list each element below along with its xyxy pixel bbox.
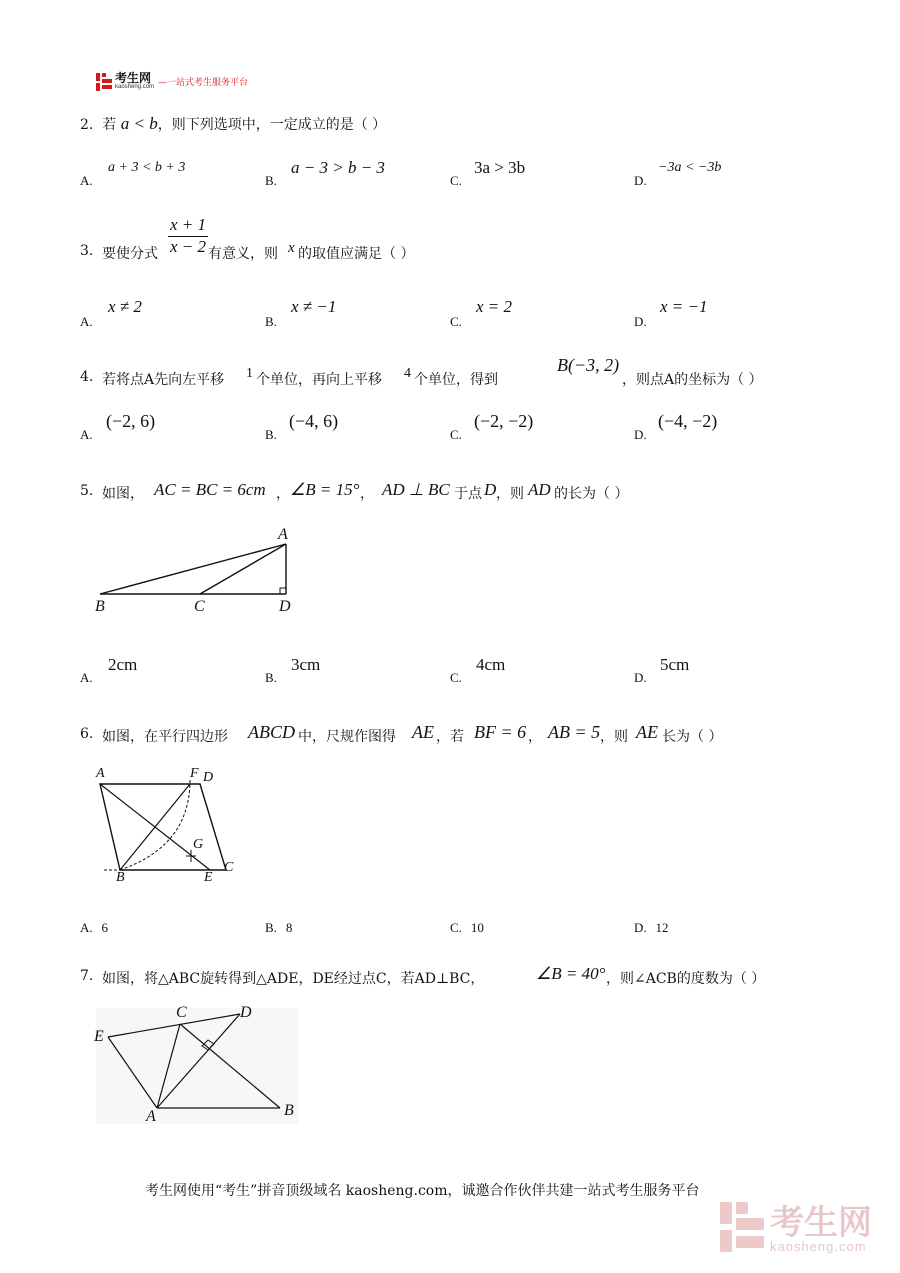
q3-option-c[interactable] — [450, 297, 620, 331]
q5-seg: AD — [528, 480, 551, 499]
q7-text: 如图，将△ABC旋转得到△ADE，DE经过点C，若AD⊥BC， — [102, 971, 485, 987]
q4-text1: 若将点A先向左平移 — [102, 372, 225, 388]
q6-option-a-letter: A. — [80, 920, 93, 935]
q3-var: x — [288, 240, 295, 256]
q3-numerator: x + 1 — [168, 215, 208, 237]
q6-pre: 如图，在平行四边形 — [102, 729, 228, 745]
q6-mid3: ，则 — [600, 729, 628, 745]
q6-option-d[interactable] — [634, 920, 804, 942]
q2-option-a-letter: A. — [80, 173, 93, 188]
q6-label-f: F — [190, 766, 199, 781]
q6-label-c: C — [224, 860, 234, 875]
q6-eq1: BF = 6 — [474, 722, 527, 742]
q4-option-d-expr: (−4, −2) — [658, 411, 718, 431]
q4-option-c[interactable] — [450, 411, 620, 445]
q6-line-bf — [120, 784, 190, 870]
q6-option-b-letter: B. — [265, 920, 277, 935]
q5-line-ba — [100, 544, 286, 594]
q5-option-a[interactable] — [80, 655, 250, 689]
q4-option-a-expr: (−2, 6) — [106, 411, 156, 431]
q6-number: 6. — [80, 726, 94, 742]
q6-option-c-expr: 10 — [470, 920, 484, 935]
q4-option-c-expr: (−2, −2) — [474, 411, 534, 431]
q5-option-a-letter: A. — [80, 670, 93, 685]
q6-label-b: B — [116, 870, 125, 885]
logo-domain: kaosheng.com — [115, 84, 155, 90]
logo-name: 考生网 — [115, 71, 152, 85]
q5-label-b: B — [95, 598, 105, 615]
q2-option-b-letter: B. — [265, 173, 277, 188]
q7-label-a: A — [146, 1108, 156, 1125]
q4-number: 4. — [80, 369, 94, 385]
q3-option-d-letter: D. — [634, 314, 647, 329]
q6-label-a: A — [96, 766, 105, 781]
q3-option-d-expr: x = −1 — [660, 297, 708, 316]
q7-angle: ∠B = 40° — [536, 964, 606, 983]
q6-seg1: AE — [412, 722, 434, 742]
question-7 — [80, 964, 820, 990]
q4-option-a[interactable] — [80, 411, 250, 445]
q7-figure-background — [96, 1008, 298, 1124]
q3-post: 的取值应满足（ ） — [298, 246, 415, 262]
watermark-name: 考生网 — [770, 1202, 872, 1243]
q5-option-d[interactable] — [634, 655, 804, 689]
q3-option-b-letter: B. — [265, 314, 277, 329]
question-2 — [80, 114, 386, 134]
q6-option-d-expr: 12 — [655, 920, 669, 935]
q2-option-b-expr: a − 3 > b − 3 — [291, 158, 385, 177]
q2-option-a-expr: a + 3 < b + 3 — [108, 160, 186, 175]
q4-post: ，则点A的坐标为（ ） — [622, 372, 763, 388]
footer-notice: 考生网使用“考生”拼音顶级域名 kaosheng.com，诚邀合作伙伴共建一站式考生服务平台 — [145, 1183, 700, 1199]
question-4 — [80, 355, 820, 391]
q6-figure — [90, 766, 250, 890]
q5-option-c-letter: C. — [450, 670, 462, 685]
q5-option-c-expr: 4cm — [476, 655, 506, 674]
q6-option-c-letter: C. — [450, 920, 462, 935]
q2-option-d-letter: D. — [634, 173, 647, 188]
q4-option-b-letter: B. — [265, 427, 277, 442]
q6-shape: ABCD — [248, 722, 295, 742]
watermark-domain: kaosheng.com — [770, 1238, 867, 1254]
q6-option-a[interactable] — [80, 920, 250, 942]
q4-option-a-letter: A. — [80, 427, 93, 442]
q5-eq3: AD ⊥ BC — [382, 480, 450, 499]
q2-option-d[interactable] — [634, 158, 804, 188]
q5-pre: 如图， — [102, 486, 144, 502]
q7-post: ，则∠ACB的度数为（ ） — [606, 971, 766, 987]
q3-option-c-expr: x = 2 — [476, 297, 513, 316]
q3-option-a[interactable] — [80, 297, 250, 331]
q3-denominator: x − 2 — [169, 237, 207, 256]
q5-option-d-letter: D. — [634, 670, 647, 685]
q5-post2: 的长为（ ） — [554, 486, 629, 502]
q5-right-angle-mark — [280, 588, 286, 594]
q2-option-a[interactable] — [80, 158, 250, 188]
q5-mid: 于点 — [454, 486, 482, 502]
q5-option-b[interactable] — [265, 655, 435, 689]
q6-option-b-expr: 8 — [285, 920, 293, 935]
q5-eq1: AC = BC = 6cm — [154, 480, 266, 499]
q5-label-a: A — [278, 526, 288, 543]
watermark-logo — [720, 1202, 872, 1256]
q6-option-d-letter: D. — [634, 920, 647, 935]
q5-figure — [92, 526, 302, 621]
question-5: 5. 如图， AC = BC = 6cm ， ∠B = 15° ， AD ⊥ BC 于点 D ，则 AD 的长为（ ） — [80, 480, 629, 502]
q2-post: ，则下列选项中，一定成立的是（ ） — [157, 117, 387, 133]
q7-label-e: E — [94, 1028, 104, 1045]
q5-eq2: ∠B = 15° — [290, 480, 360, 499]
q5-option-a-expr: 2cm — [108, 655, 138, 674]
header-slogan: —一站式考生服务平台 — [158, 77, 249, 88]
q5-point-d: D — [484, 480, 497, 499]
q3-option-a-letter: A. — [80, 314, 93, 329]
q3-pre: 要使分式 — [102, 246, 158, 262]
q3-option-b[interactable] — [265, 297, 435, 331]
q7-number: 7. — [80, 968, 94, 984]
q5-option-d-expr: 5cm — [660, 655, 690, 674]
q7-rotation-diagram — [90, 1004, 305, 1128]
q3-number: 3. — [80, 243, 94, 259]
q5-label-d: D — [279, 598, 291, 615]
question-6: 6. 如图，在平行四边形 ABCD 中，尺规作图得 AE ，若 BF = 6 ， AB = 5 ，则 AE 长为（ ） — [80, 722, 723, 745]
q2-option-b[interactable] — [265, 158, 435, 188]
q4-text3: 个单位，得到 — [414, 372, 498, 388]
q6-option-b[interactable] — [265, 920, 435, 942]
q3-fraction — [168, 215, 208, 257]
q4-n1: 1 — [246, 366, 253, 381]
q2-number: 2. — [80, 117, 94, 133]
q2-option-d-expr: −3a < −3b — [658, 160, 722, 175]
q4-option-b-expr: (−4, 6) — [289, 411, 339, 431]
q5-option-c[interactable] — [450, 655, 620, 689]
header-logo — [96, 72, 248, 90]
q6-post: 长为（ ） — [662, 729, 723, 745]
q4-n2: 4 — [404, 366, 411, 381]
q7-label-d: D — [240, 1004, 252, 1021]
q2-option-c-letter: C. — [450, 173, 462, 188]
logo-icon — [96, 73, 112, 89]
q4-option-d-letter: D. — [634, 427, 647, 442]
q3-option-c-letter: C. — [450, 314, 462, 329]
watermark-icon — [720, 1202, 764, 1256]
q2-option-c-expr: 3a > 3b — [474, 158, 526, 177]
q4-option-d[interactable] — [634, 411, 804, 445]
q2-pre: 若 — [102, 117, 117, 133]
q4-option-b[interactable] — [265, 411, 435, 445]
q6-mid1: 中，尺规作图得 — [298, 729, 396, 745]
q6-option-c[interactable] — [450, 920, 620, 942]
q5-number: 5. — [80, 483, 94, 499]
q7-label-b: B — [284, 1102, 294, 1119]
q3-mid: 有意义，则 — [208, 246, 278, 262]
q4-text2: 个单位，再向上平移 — [256, 372, 382, 388]
q4-option-c-letter: C. — [450, 427, 462, 442]
q6-label-d: D — [203, 770, 214, 785]
q5-line-ca — [200, 544, 286, 594]
q6-seg2: AE — [636, 722, 658, 742]
q3-option-a-expr: x ≠ 2 — [108, 297, 142, 316]
q2-option-c[interactable] — [450, 158, 620, 188]
q5-option-b-letter: B. — [265, 670, 277, 685]
q6-mid2: ，若 — [436, 729, 464, 745]
q6-eq2: AB = 5 — [548, 722, 601, 742]
q6-option-a-expr: 6 — [101, 920, 109, 935]
slogan-text: 一站式考生服务平台 — [167, 77, 249, 88]
q7-figure — [90, 1004, 305, 1128]
q5-label-c: C — [194, 598, 205, 615]
q6-label-g: G — [193, 837, 204, 852]
q2-condition: a < b — [120, 114, 158, 133]
q4-point: B(−3, 2) — [557, 355, 620, 375]
q6-label-e: E — [204, 870, 213, 885]
q3-option-d[interactable] — [634, 297, 804, 331]
q5-post1: ，则 — [496, 486, 524, 502]
q7-label-c: C — [176, 1004, 187, 1021]
q5-option-b-expr: 3cm — [291, 655, 321, 674]
q6-parallelogram — [100, 784, 226, 870]
q3-option-b-expr: x ≠ −1 — [291, 297, 337, 316]
